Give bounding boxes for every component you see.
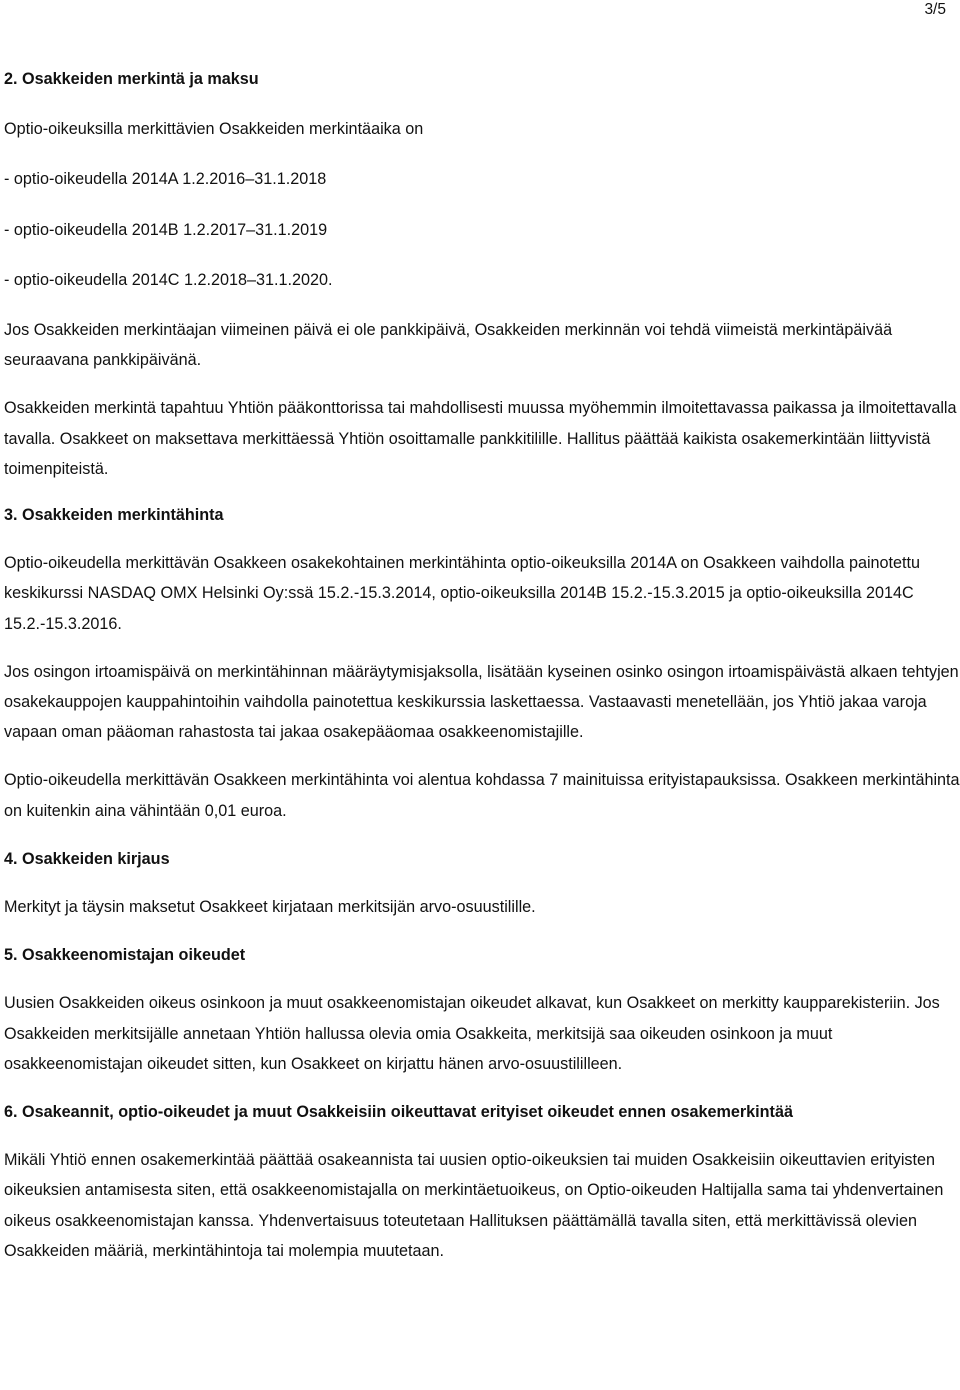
subscription-period-2014a: - optio-oikeudella 2014A 1.2.2016–31.1.2018 — [4, 170, 327, 189]
section-4-heading: 4. Osakkeiden kirjaus — [4, 849, 170, 868]
section-6-heading: 6. Osakeannit, optio-oikeudet ja muut Osakkeisiin oikeuttavat erityiset oikeudet ennen osakemerkintää — [4, 1103, 793, 1122]
page-number: 3/5 — [924, 1, 946, 18]
section-3-paragraph-1: Optio-oikeudella merkittävän Osakkeen osakekohtainen merkintähinta optio-oikeuksilla 2014A on Osakkeen vaihdolla painotettu keskikurssi NASDAQ OMX Helsinki Oy:ssä 15.2.-15.3.2014, optio-oikeuksilla 2014B 15.2.-15.3.2015 ja optio-oikeuksilla 2014C 15.2.-15.3.2016. — [4, 554, 921, 633]
document-body — [4, 64, 960, 1266]
section-2-intro: Optio-oikeuksilla merkittävien Osakkeiden merkintäaika on — [4, 120, 424, 139]
section-3-paragraph-3: Optio-oikeudella merkittävän Osakkeen merkintähinta voi alentua kohdassa 7 mainituissa erityistapauksissa. Osakkeen merkintähinta on kuitenkin aina vähintään 0,01 euroa. — [4, 771, 960, 820]
section-5-heading: 5. Osakkeenomistajan oikeudet — [4, 946, 246, 965]
subscription-period-2014c: - optio-oikeudella 2014C 1.2.2018–31.1.2020. — [4, 270, 333, 289]
section-4-paragraph-1: Merkityt ja täysin maksetut Osakkeet kirjataan merkitsijän arvo-osuustilille. — [4, 898, 536, 917]
section-2-paragraph-1: Jos Osakkeiden merkintäajan viimeinen päivä ei ole pankkipäivä, Osakkeiden merkinnän voi tehdä viimeistä merkintäpäivää seuraavana pankkipäivänä. — [4, 321, 893, 370]
section-6-paragraph-1: Mikäli Yhtiö ennen osakemerkintää päättää osakeannista tai uusien optio-oikeuksien tai muiden Osakkeisiin oikeuttavien erityisten oikeuksien antamisesta siten, että osakkeenomistajalla on merkintäetuoikeus, on Optio-oikeuden Haltijalla sama tai yhdenvertainen oikeus osakkeenomistajan kanssa. Yhdenvertaisuus toteutetaan Hallituksen päättämällä tavalla siten, että merkittävissä olevien Osakkeiden määriä, merkintähintoja tai molempia muutetaan. — [4, 1151, 944, 1260]
section-3-paragraph-2: Jos osingon irtoamispäivä on merkintähinnan määräytymisjaksolla, lisätään kyseinen osinko osingon irtoamispäivästä alkaen tehtyjen osakekauppojen kauppahintoihin vaihdolla painotettua keskikurssia laskettaessa. Vastaavasti menetellään, jos Yhtiö jakaa varoja vapaan oman pääoman rahastosta tai jakaa osakepääomaa osakkeenomistajille. — [4, 662, 959, 742]
section-2-paragraph-2: Osakkeiden merkintä tapahtuu Yhtiön pääkonttorissa tai mahdollisesti muussa myöhemmin ilmoitettavassa paikassa ja ilmoitettavalla tavalla. Osakkeet on maksettava merkittäessä Yhtiön osoittamalle pankkitilille. Hallitus päättää kaikista osakemerkintään liittyvistä toimenpiteistä. — [4, 399, 957, 478]
section-3-heading: 3. Osakkeiden merkintähinta — [4, 506, 224, 525]
section-2-heading: 2. Osakkeiden merkintä ja maksu — [4, 70, 259, 88]
section-5-paragraph-1: Uusien Osakkeiden oikeus osinkoon ja muut osakkeenomistajan oikeudet alkavat, kun Osakkeet on merkitty kaupparekisteriin. Jos Osakkeiden merkitsijälle annetaan Yhtiön hallussa olevia omia Osakkeita, merkitsijä saa oikeuden osinkoon ja muut osakkeenomistajan oikeudet sitten, kun Osakkeet on kirjattu hänen arvo-osuustililleen. — [4, 994, 940, 1073]
subscription-period-2014b: - optio-oikeudella 2014B 1.2.2017–31.1.2019 — [4, 220, 328, 239]
